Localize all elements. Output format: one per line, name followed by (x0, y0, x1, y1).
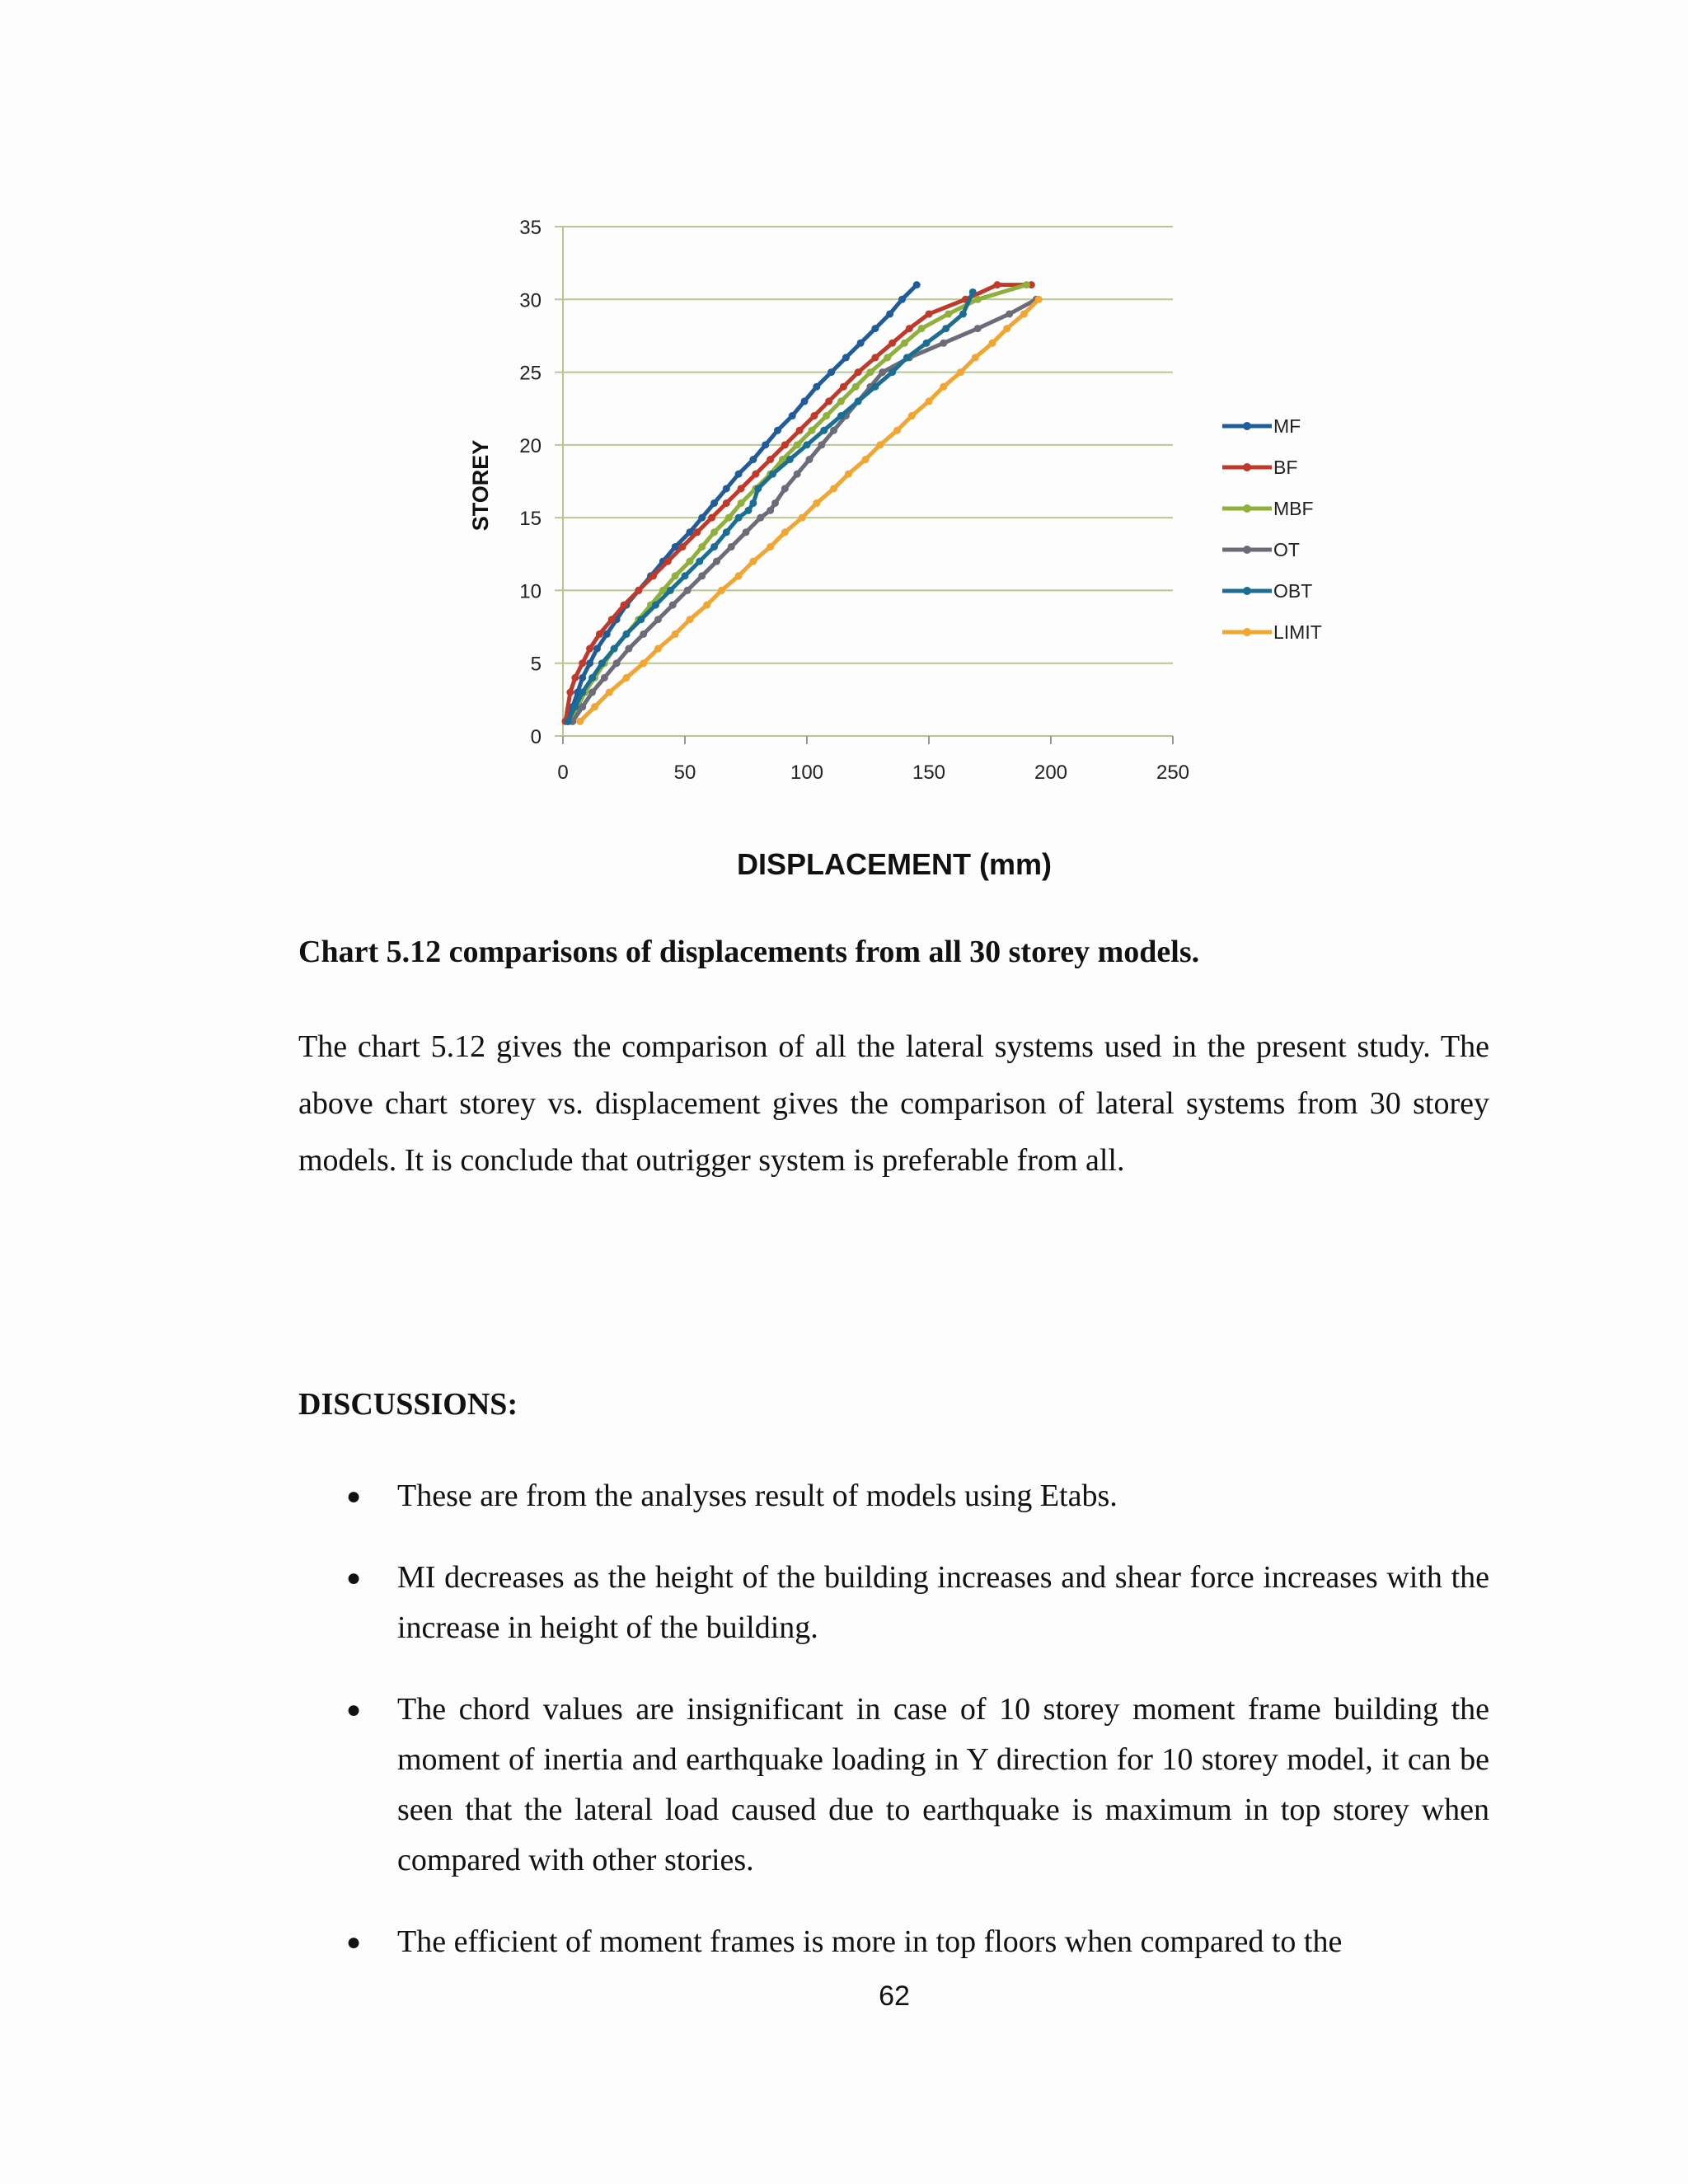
data-point-ot (601, 674, 608, 682)
data-point-limit (686, 616, 693, 623)
data-point-obt (744, 507, 752, 514)
data-point-obt (786, 456, 794, 463)
x-axis-title: DISPLACEMENT (mm) (736, 847, 1052, 881)
data-point-obt (637, 616, 645, 623)
data-point-obt (837, 412, 845, 419)
list-item-text: MI decreases as the height of the building increases and shear force increases with the increase in height of the building. (397, 1560, 1489, 1645)
data-point-bf (608, 616, 616, 623)
legend-marker (1243, 546, 1251, 554)
data-point-ot (818, 441, 825, 448)
data-point-bf (926, 310, 933, 317)
data-point-obt (622, 630, 630, 638)
data-point-bf (571, 674, 579, 682)
data-point-mf (789, 412, 796, 419)
data-point-mf (898, 296, 906, 303)
data-point-mbf (945, 310, 952, 317)
chart-svg (0, 0, 1688, 841)
data-point-obt (696, 558, 703, 565)
data-point-ot (698, 572, 706, 579)
data-point-mbf (852, 383, 860, 391)
data-point-ot (940, 340, 947, 347)
data-point-mf (774, 427, 781, 434)
bullet-icon: ● (346, 1929, 362, 1956)
data-point-mbf (672, 572, 679, 579)
data-point-bf (723, 499, 730, 507)
data-point-mf (735, 471, 743, 478)
data-point-obt (754, 485, 762, 492)
data-point-bf (781, 441, 789, 448)
data-point-ot (743, 528, 750, 536)
list-item-text: These are from the analyses result of models using Etabs. (397, 1479, 1118, 1513)
data-point-ot (613, 659, 621, 667)
data-point-mbf (866, 368, 874, 376)
body-paragraph: The chart 5.12 gives the comparison of all the lateral systems used in the present study. The above chart storey vs. displacement gives the comparison of lateral systems from 30 storey models. It is conclude that outrigger system is preferable from all. (298, 1029, 1489, 1178)
data-point-ot (579, 703, 586, 710)
data-point-mf (828, 368, 835, 376)
data-point-ot (757, 514, 764, 522)
data-point-mf (710, 499, 718, 507)
data-point-obt (749, 499, 757, 507)
data-point-ot (669, 602, 677, 609)
data-point-limit (1003, 325, 1010, 332)
data-point-limit (845, 471, 852, 478)
data-point-obt (903, 354, 911, 361)
data-point-limit (940, 383, 947, 391)
data-point-mbf (725, 514, 733, 522)
legend-label: OT (1273, 539, 1300, 560)
legend-label: BF (1273, 457, 1298, 478)
data-point-obt (942, 325, 950, 332)
data-point-mf (857, 340, 865, 347)
x-tick-label: 150 (912, 762, 946, 784)
data-point-mbf (974, 296, 982, 303)
data-point-obt (959, 310, 967, 317)
data-point-mf (579, 674, 586, 682)
data-point-limit (749, 558, 757, 565)
data-point-limit (576, 718, 584, 725)
data-point-mf (749, 456, 757, 463)
x-tick-label: 100 (790, 762, 824, 784)
data-point-ot (728, 543, 735, 551)
data-point-ot (654, 616, 662, 623)
data-point-mbf (698, 543, 706, 551)
data-point-bf (738, 485, 745, 492)
bullet-icon: ● (346, 1564, 362, 1591)
data-point-bf (871, 354, 879, 361)
series-line-bf (565, 285, 1031, 722)
data-point-limit (591, 703, 598, 710)
data-point-obt (588, 674, 596, 682)
legend-label: LIMIT (1273, 621, 1322, 643)
data-point-ot (767, 507, 774, 514)
data-point-mbf (1023, 281, 1030, 288)
page-number: 62 (879, 1980, 910, 2012)
data-point-mbf (837, 397, 845, 405)
legend-marker (1243, 463, 1251, 471)
data-point-limit (926, 397, 933, 405)
y-tick-label: 5 (530, 653, 542, 676)
data-point-bf (810, 412, 818, 419)
data-point-obt (735, 514, 743, 522)
data-point-obt (855, 397, 862, 405)
data-point-bf (596, 630, 603, 638)
data-point-ot (794, 471, 801, 478)
legend-marker (1243, 504, 1251, 513)
data-point-ot (1006, 310, 1013, 317)
legend-marker (1243, 587, 1251, 595)
y-tick-label: 15 (519, 508, 542, 531)
data-point-ot (771, 499, 779, 507)
data-point-bf (840, 383, 847, 391)
data-point-obt (571, 703, 579, 710)
storey-displacement-chart (0, 0, 1688, 923)
data-point-bf (649, 572, 657, 579)
data-point-mf (586, 659, 593, 667)
discussions-heading: DISCUSSIONS: (298, 1387, 518, 1422)
data-point-obt (889, 368, 896, 376)
data-point-limit (1020, 310, 1028, 317)
data-point-mf (593, 645, 601, 653)
data-point-bf (825, 397, 832, 405)
data-point-obt (682, 572, 689, 579)
data-point-mbf (710, 528, 718, 536)
data-point-ot (713, 558, 720, 565)
data-point-obt (820, 427, 828, 434)
data-point-limit (606, 689, 613, 696)
data-point-mf (723, 485, 730, 492)
data-point-mbf (823, 412, 830, 419)
data-point-obt (652, 602, 659, 609)
data-point-obt (871, 383, 879, 391)
x-tick-label: 200 (1034, 762, 1068, 784)
data-point-bf (586, 645, 593, 653)
data-point-mbf (808, 427, 815, 434)
data-point-obt (769, 471, 776, 478)
data-point-obt (710, 543, 718, 551)
data-point-obt (667, 587, 674, 594)
data-point-obt (969, 288, 977, 296)
data-point-mf (698, 514, 706, 522)
y-tick-label: 35 (519, 217, 542, 239)
list-item (298, 1553, 1489, 1653)
data-point-limit (908, 412, 916, 419)
data-point-bf (693, 528, 701, 536)
data-point-mbf (918, 325, 926, 332)
data-point-ot (830, 427, 837, 434)
data-point-limit (893, 427, 901, 434)
x-tick-label: 0 (557, 762, 569, 784)
data-point-mbf (686, 558, 693, 565)
data-point-bf (993, 281, 1001, 288)
data-point-bf (855, 368, 862, 376)
data-point-bf (889, 340, 896, 347)
data-point-obt (579, 689, 586, 696)
data-point-limit (703, 602, 710, 609)
list-item (298, 1917, 1489, 1967)
legend-label: MBF (1273, 498, 1314, 519)
y-tick-label: 20 (519, 434, 542, 457)
data-point-limit (972, 354, 979, 361)
data-point-ot (805, 456, 813, 463)
data-point-limit (718, 587, 725, 594)
data-point-limit (957, 368, 964, 376)
data-point-obt (598, 659, 606, 667)
data-point-obt (723, 528, 730, 536)
data-point-mf (813, 383, 820, 391)
data-point-obt (804, 441, 811, 448)
data-point-mbf (794, 441, 801, 448)
data-point-ot (683, 587, 691, 594)
data-point-mf (871, 325, 879, 332)
list-item-text: The chord values are insignificant in case of 10 storey moment frame building the moment of inertia and earthquake loading in Y direction for 10 storey model, it can be seen that the lateral load caused due to earthquake is maximum in top storey when compared with other stories. (397, 1692, 1489, 1877)
data-point-limit (862, 456, 870, 463)
y-tick-label: 10 (519, 580, 542, 603)
legend-marker (1243, 628, 1251, 636)
data-point-bf (796, 427, 804, 434)
list-item-text: The efficient of moment frames is more in top floors when compared to the (397, 1924, 1343, 1959)
data-point-limit (654, 645, 662, 653)
data-point-bf (679, 543, 687, 551)
data-point-ot (974, 325, 982, 332)
data-point-mf (801, 397, 809, 405)
data-point-bf (664, 558, 672, 565)
data-point-limit (640, 659, 647, 667)
y-tick-label: 25 (519, 362, 542, 385)
data-point-mf (913, 281, 921, 288)
data-point-bf (767, 456, 774, 463)
data-point-ot (879, 368, 886, 376)
data-point-bf (906, 325, 913, 332)
data-point-limit (781, 528, 789, 536)
data-point-bf (708, 514, 715, 522)
data-point-ot (781, 485, 789, 492)
data-point-mf (886, 310, 893, 317)
data-point-limit (622, 674, 630, 682)
data-point-mbf (738, 499, 745, 507)
y-tick-label: 30 (519, 289, 542, 312)
x-tick-label: 250 (1156, 762, 1190, 784)
data-point-mbf (901, 340, 908, 347)
data-point-bf (566, 689, 574, 696)
legend-marker (1243, 422, 1251, 430)
discussions-list (298, 1471, 1489, 1967)
data-point-limit (988, 340, 996, 347)
data-point-bf (635, 587, 642, 594)
data-point-obt (564, 718, 571, 725)
data-point-limit (876, 441, 884, 448)
legend-label: MF (1273, 415, 1301, 437)
series-line-limit (580, 299, 1039, 721)
data-point-bf (621, 602, 628, 609)
data-point-ot (588, 689, 596, 696)
series-line-mbf (570, 285, 1027, 722)
data-point-limit (672, 630, 679, 638)
data-point-obt (923, 340, 931, 347)
data-point-mf (842, 354, 850, 361)
data-point-bf (752, 471, 759, 478)
data-point-ot (625, 645, 632, 653)
data-point-limit (830, 485, 837, 492)
x-tick-label: 50 (673, 762, 696, 784)
legend-label: OBT (1273, 580, 1313, 602)
data-point-limit (735, 572, 743, 579)
data-point-limit (813, 499, 820, 507)
data-point-mbf (884, 354, 891, 361)
data-point-limit (767, 543, 774, 551)
chart-caption: Chart 5.12 comparisons of displacements from all 30 storey models. (298, 935, 1200, 969)
data-point-ot (640, 630, 647, 638)
data-point-obt (611, 645, 618, 653)
bullet-icon: ● (346, 1696, 362, 1723)
bullet-icon: ● (346, 1483, 362, 1510)
data-point-mf (762, 441, 769, 448)
series-line-ot (573, 299, 1036, 721)
data-point-limit (1035, 296, 1043, 303)
y-tick-label: 0 (530, 726, 542, 748)
data-point-bf (579, 659, 586, 667)
y-axis-title: STOREY (468, 439, 493, 532)
list-item (298, 1471, 1489, 1521)
list-item (298, 1685, 1489, 1886)
data-point-limit (799, 514, 806, 522)
